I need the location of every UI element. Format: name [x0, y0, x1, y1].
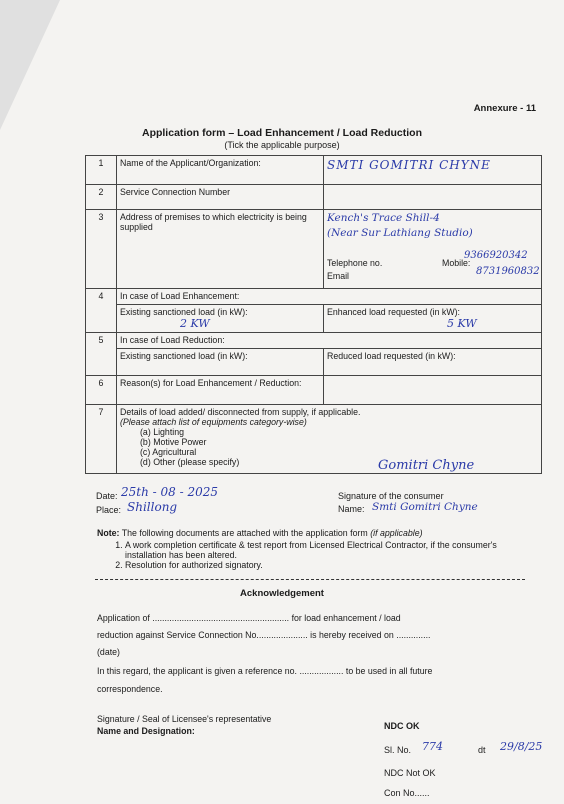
divider: [95, 579, 525, 580]
designation-label: Name and Designation:: [97, 726, 195, 736]
existing-load-cell[interactable]: [117, 305, 324, 333]
mobile-value-1: 9366920342: [464, 250, 528, 261]
row-number: 7: [86, 405, 117, 474]
row-number: 5: [86, 333, 117, 376]
row-number: 1: [86, 156, 117, 185]
consumer-signature: Gomitri Chyne: [378, 458, 475, 473]
ack-line: correspondence.: [97, 684, 163, 694]
enhanced-load-cell[interactable]: [324, 305, 542, 333]
mobile-label: Mobile:: [442, 258, 471, 268]
applicant-label: Name of the Applicant/Organization:: [117, 156, 324, 185]
note-block: [97, 528, 537, 570]
con-no-label: Con No......: [384, 788, 430, 798]
service-connection-value[interactable]: [324, 185, 542, 210]
sl-no-value: 774: [422, 740, 443, 753]
reason-label: Reason(s) for Load Enhancement / Reduction:: [117, 376, 324, 405]
table-row: [86, 289, 542, 305]
row-number: 3: [86, 210, 117, 289]
annexure-label: Annexure - 11: [473, 103, 536, 114]
reason-value[interactable]: [324, 376, 542, 405]
ndc-not-ok-label: NDC Not OK: [384, 768, 436, 778]
list-item: (b) Motive Power: [140, 437, 207, 447]
table-row: [86, 156, 542, 185]
seal-label: Signature / Seal of Licensee's representative: [97, 714, 272, 724]
ack-line: Application of ........................................................ for load enhancement / load: [97, 613, 401, 623]
list-item: (d) Other (please specify): [140, 457, 240, 467]
table-row: [86, 305, 542, 333]
dt-value: 29/8/25: [500, 740, 543, 753]
form-subtitle: (Tick the applicable purpose): [224, 140, 340, 150]
list-item: (c) Agricultural: [140, 447, 197, 457]
acknowledgement-title: Acknowledgement: [240, 588, 324, 599]
address-line-2: (Near Sur Lathiang Studio): [327, 227, 473, 239]
address-line-1: Kench's Trace Shill-4: [327, 212, 440, 224]
applicant-name-value[interactable]: SMTI GOMITRI CHYNE: [327, 158, 491, 172]
date-label: Date:: [96, 491, 118, 501]
form-title: Application form – Load Enhancement / Load Reduction: [141, 127, 423, 139]
enhanced-load-label: Enhanced load requested (in kW):: [327, 307, 461, 317]
note-text: The following documents are attached with the application form: [121, 528, 368, 538]
load-enhancement-label: In case of Load Enhancement:: [117, 289, 542, 305]
dt-label: dt: [478, 745, 486, 755]
table-row: [86, 376, 542, 405]
service-connection-label: Service Connection Number: [117, 185, 324, 210]
list-item: (a) Lighting: [140, 427, 185, 437]
application-table: [85, 155, 542, 474]
address-label: Address of premises to which electricity is being supplied: [117, 210, 324, 289]
ack-line: (date): [97, 647, 120, 657]
table-row: [86, 210, 542, 289]
note-label: Note:: [97, 528, 120, 538]
folded-corner: [0, 0, 60, 130]
mobile-value-2: 8731960832: [476, 266, 540, 277]
note-if: (if applicable): [370, 528, 423, 538]
place-label: Place:: [96, 505, 122, 515]
enhanced-load-value: 5 KW: [447, 317, 477, 330]
reduced-load-label[interactable]: Reduced load requested (in kW):: [324, 349, 542, 376]
sl-no-label: Sl. No.: [384, 745, 412, 755]
existing-load-label: Existing sanctioned load (in kW):: [120, 307, 248, 317]
date-value[interactable]: 25th - 08 - 2025: [121, 485, 218, 499]
ack-line: In this regard, the applicant is given a reference no. .................. to be used in all future: [97, 666, 433, 676]
place-value[interactable]: Shillong: [127, 500, 178, 514]
row-number: 2: [86, 185, 117, 210]
load-details-note: (Please attach list of equipments category-wise): [120, 417, 307, 427]
list-item: 2. Resolution for authorized signatory.: [125, 560, 537, 570]
table-row: [86, 333, 542, 349]
existing-load-reduction-label[interactable]: Existing sanctioned load (in kW):: [117, 349, 324, 376]
table-row: [86, 349, 542, 376]
ack-line: reduction against Service Connection No..................... is hereby received on ..............: [97, 630, 431, 640]
row-number: 6: [86, 376, 117, 405]
table-row: [86, 185, 542, 210]
email-label: Email: [327, 271, 349, 281]
address-cell[interactable]: [324, 210, 542, 289]
load-details-label: Details of load added/ disconnected from supply, if applicable.: [120, 407, 361, 417]
name-label: Name:: [338, 504, 365, 514]
consumer-name: Smti Gomitri Chyne: [372, 501, 478, 513]
signature-label: Signature of the consumer: [338, 491, 444, 501]
list-item: 1. A work completion certificate & test report from Licensed Electrical Contractor, if the consumer's installation has been altered.: [125, 540, 537, 560]
ndc-ok-label: NDC OK: [384, 721, 420, 731]
existing-load-value: 2 KW: [180, 317, 210, 330]
telephone-label: Telephone no.: [327, 258, 383, 268]
load-details-cell[interactable]: [117, 405, 542, 474]
row-number: 4: [86, 289, 117, 333]
load-reduction-label: In case of Load Reduction:: [117, 333, 542, 349]
